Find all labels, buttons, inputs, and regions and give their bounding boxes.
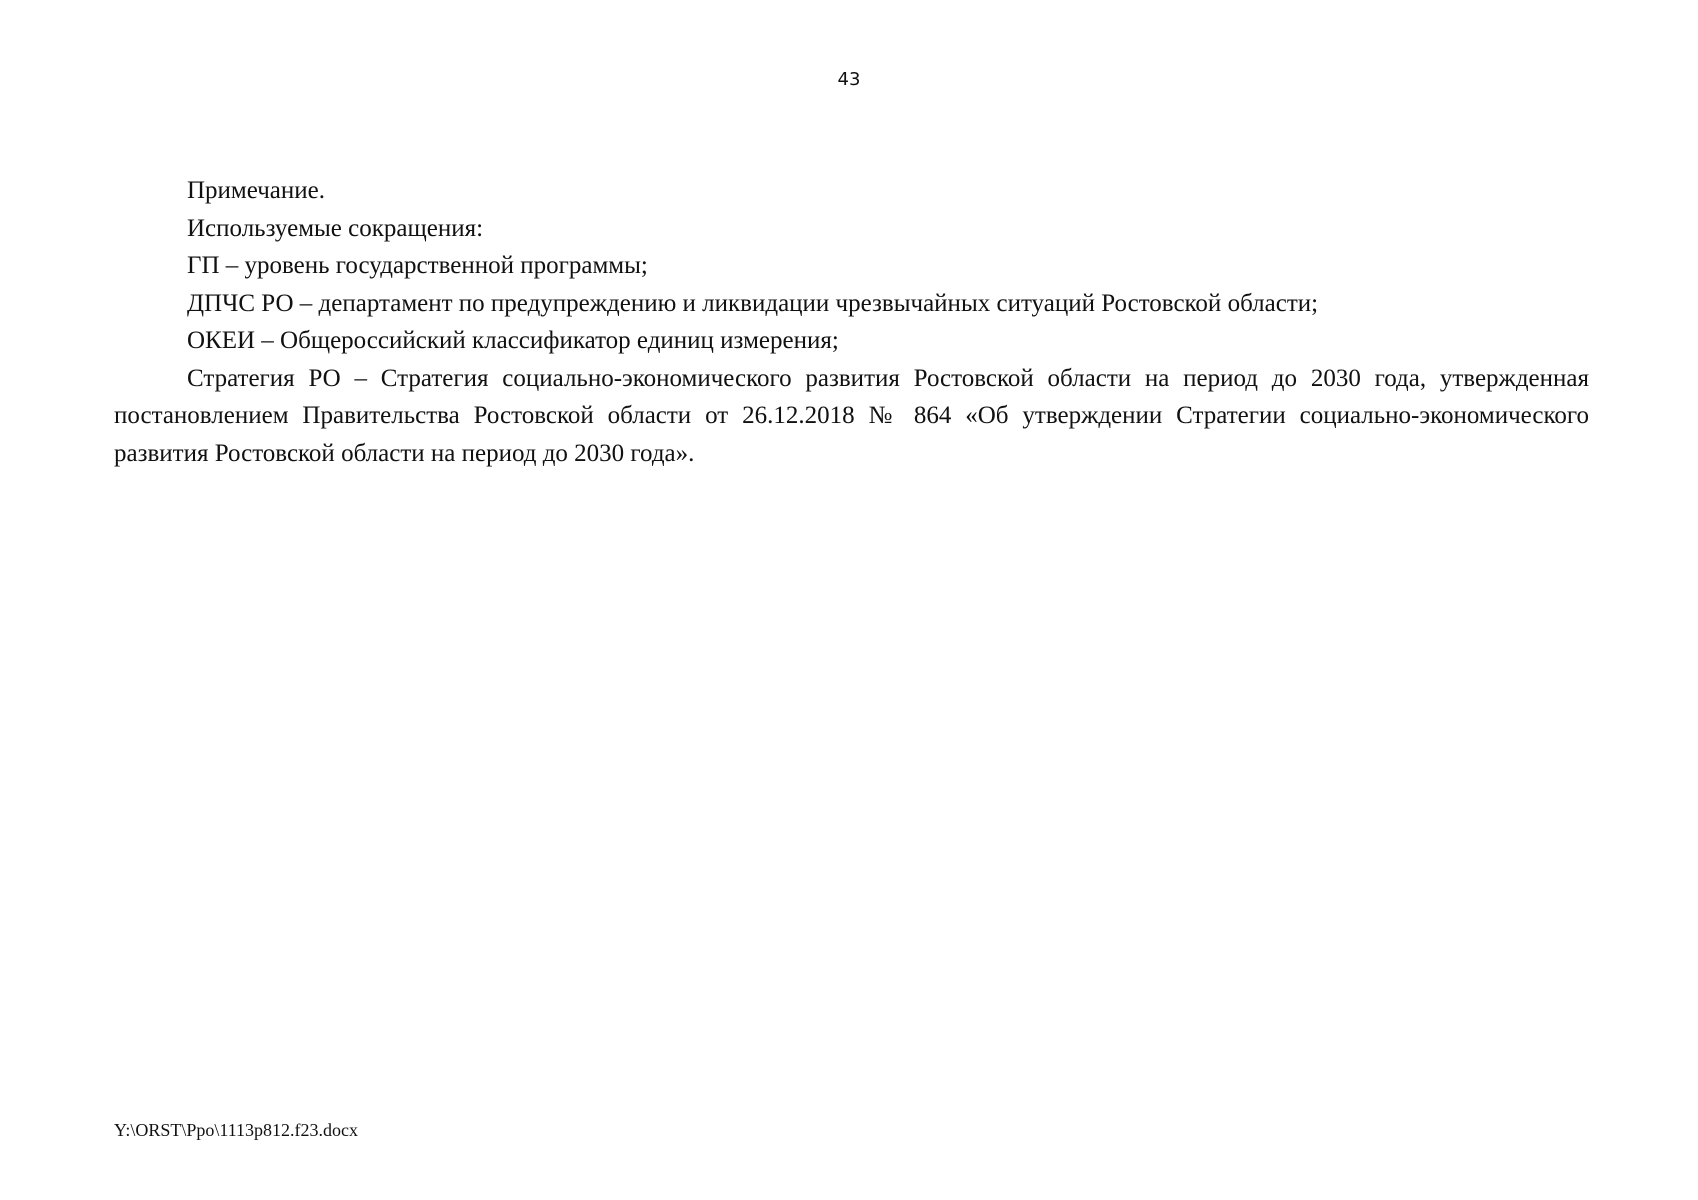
note-heading: Примечание. [187, 177, 326, 204]
abbreviation-item-okei: ОКЕИ – Общероссийский классификатор единиц измерения; [187, 327, 839, 354]
footer-file-path: Y:\ORST\Ppo\1113p812.f23.docx [114, 1120, 359, 1140]
abbreviation-item-gp: ГП – уровень государственной программы; [187, 252, 648, 279]
abbreviation-item-strategy-ro: Стратегия РО – Стратегия социально-экономического развития Ростовской области на период до 2030 года, утвержденная постановлением Правительства Ростовской области от 26.12.2018 № 864 «Об утверждении Стратегии социально-экономического развития Ростовской области на период до 2030 года». [114, 364, 1589, 467]
page-number: 43 [837, 69, 861, 90]
abbreviations-intro: Используемые сокращения: [187, 214, 484, 242]
abbreviation-item-dpchs-ro: ДПЧС РО – департамент по предупреждению и ликвидации чрезвычайных ситуаций Ростовской области; [187, 289, 1319, 317]
note-block [114, 172, 1589, 472]
